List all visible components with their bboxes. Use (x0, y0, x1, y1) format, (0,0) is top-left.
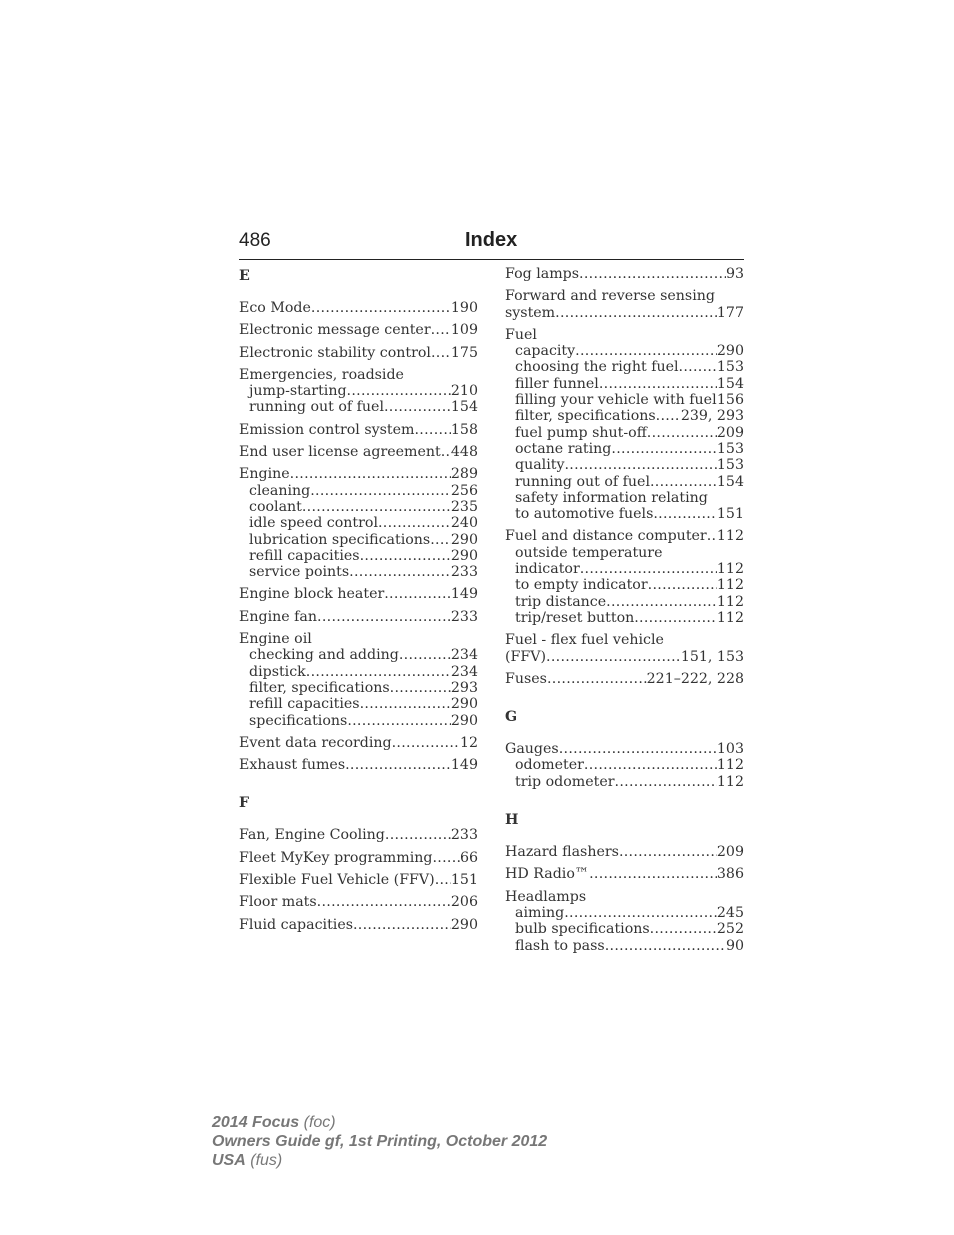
dot-leader (555, 305, 717, 321)
index-subentry (239, 713, 478, 729)
index-entry-line (505, 327, 744, 343)
dot-leader (384, 399, 451, 415)
dot-leader (431, 322, 451, 338)
page-ref: 149 (450, 757, 478, 774)
index-entry-line (505, 288, 744, 304)
page-title: Index (465, 229, 518, 251)
entry-term: outside temperature (515, 544, 663, 561)
entry-term: idle speed control (249, 515, 378, 532)
index-subentry (505, 425, 744, 441)
index-entry (505, 741, 744, 790)
page-ref: 112 (716, 757, 744, 774)
index-subentry (505, 506, 744, 522)
page-ref: 112 (716, 773, 744, 790)
page-ref: 221–222, 228 (646, 670, 744, 687)
entry-term: trip odometer (515, 773, 615, 790)
index-entry (505, 889, 744, 954)
dot-leader (441, 444, 451, 460)
dot-leader (606, 594, 717, 610)
entry-term: safety information relating (515, 489, 708, 506)
index-subentry (239, 680, 478, 696)
page-ref: 158 (450, 421, 478, 438)
entry-term: End user license agreement (239, 444, 441, 461)
page-ref: 151, 153 (680, 648, 744, 665)
page-ref: 149 (450, 586, 478, 603)
dot-leader (575, 343, 717, 359)
dot-leader (547, 671, 647, 687)
entry-term: coolant (249, 498, 302, 515)
page-ref: 112 (716, 577, 744, 594)
index-entry-line (239, 322, 478, 338)
page-ref: 252 (716, 921, 744, 938)
index-entry-line (505, 866, 744, 882)
index-entry (239, 300, 478, 316)
index-subentry (505, 490, 744, 506)
index-subentry (239, 647, 478, 663)
index-entry (505, 671, 744, 687)
page-ref: 153 (716, 359, 744, 376)
index-entry (239, 586, 478, 602)
dot-leader (619, 844, 717, 860)
dot-leader (634, 610, 717, 626)
index-subentry (239, 483, 478, 499)
dot-leader (431, 345, 451, 361)
index-entry (239, 609, 478, 625)
index-entry-line (239, 917, 478, 933)
index-entry (239, 444, 478, 460)
entry-term: indicator (515, 561, 580, 578)
dot-leader (317, 609, 451, 625)
page-number: 486 (239, 230, 271, 251)
page-ref: 290 (450, 547, 478, 564)
dot-leader (650, 474, 717, 490)
page-ref: 109 (450, 322, 478, 339)
index-entry (239, 850, 478, 866)
dot-leader (435, 872, 451, 888)
index-subentry (239, 548, 478, 564)
entry-term: Floor mats (239, 894, 317, 911)
index-entry (505, 266, 744, 282)
entry-term: bulb specifications (515, 921, 650, 938)
index-subentry (505, 457, 744, 473)
dot-leader (580, 561, 717, 577)
entry-term: Emission control system (239, 421, 415, 438)
entry-term: service points (249, 564, 350, 581)
entry-term: Fuses (505, 670, 547, 687)
entry-term: Fog lamps (505, 266, 580, 282)
entry-term: Engine fan (239, 608, 318, 625)
index-entry (239, 322, 478, 338)
index-subentry (505, 938, 744, 954)
page-ref: 190 (450, 300, 478, 316)
dot-leader (360, 548, 451, 564)
dot-leader (290, 466, 451, 482)
index-entry (239, 757, 478, 773)
index-entry-line (505, 741, 744, 757)
dot-leader (349, 564, 451, 580)
page-ref: 151 (450, 872, 478, 889)
page-ref: 154 (450, 399, 478, 416)
index-entry-line (239, 631, 478, 647)
dot-leader (559, 741, 717, 757)
dot-leader (653, 506, 717, 522)
entry-term: Fluid capacities (239, 916, 353, 933)
dot-leader (579, 266, 726, 282)
page-ref: 290 (450, 531, 478, 548)
dot-leader (589, 866, 717, 882)
section-gap (239, 779, 478, 793)
page-ref: 290 (450, 916, 478, 933)
index-subentry (505, 561, 744, 577)
page-ref: 112 (716, 528, 744, 545)
entry-term: lubrication specifications (249, 531, 431, 548)
entry-term: Flexible Fuel Vehicle (FFV) (239, 872, 435, 889)
page-ref: 233 (450, 608, 478, 625)
page-ref: 151 (716, 506, 744, 523)
index-entry (239, 345, 478, 361)
dot-leader (679, 359, 717, 375)
entry-term: octane rating (515, 440, 612, 457)
entry-term: Gauges (505, 741, 559, 758)
dot-leader (347, 713, 451, 729)
index-subentry (505, 408, 744, 424)
index-entry-line (239, 300, 478, 316)
section-letter: E (239, 268, 250, 284)
page-ref: 289 (450, 466, 478, 483)
index-subentry (505, 610, 744, 626)
footer-region: USA (212, 1152, 246, 1169)
page-ref: 293 (450, 679, 478, 696)
page-ref: 112 (716, 561, 744, 578)
entry-term: running out of fuel (515, 473, 650, 490)
entry-term: Forward and reverse sensing (505, 288, 715, 305)
dot-leader (392, 735, 460, 751)
dot-leader (564, 457, 716, 473)
entry-term: aiming (515, 904, 565, 921)
entry-term: Emergencies, roadside (239, 366, 404, 383)
page-ref: 234 (450, 663, 478, 680)
section-gap (505, 693, 744, 707)
page-ref: 209 (716, 844, 744, 861)
index-entry-line (239, 827, 478, 843)
page-ref: 290 (716, 343, 744, 360)
index-subentry (505, 577, 744, 593)
dot-leader (399, 647, 451, 663)
page-ref: 245 (716, 904, 744, 921)
index-entry (239, 872, 478, 888)
index-entry-line (239, 850, 478, 866)
index-column-right (505, 266, 744, 960)
index-subentry (239, 664, 478, 680)
index-entry-line (505, 671, 744, 687)
footer-region-code: (fus) (250, 1152, 283, 1169)
page-ref: 153 (716, 457, 744, 474)
index-entry (505, 866, 744, 882)
entry-term: to automotive fuels (515, 506, 654, 523)
dot-leader (648, 577, 717, 593)
page-ref: 233 (450, 564, 478, 581)
index-subentry (505, 392, 744, 408)
page-ref: 240 (450, 515, 478, 532)
index-subentry (505, 441, 744, 457)
dot-leader (385, 827, 451, 843)
index-entry-line (505, 305, 744, 321)
index-subentry (505, 359, 744, 375)
index-entry-line (239, 872, 478, 888)
index-subentry (239, 532, 478, 548)
index-subentry (505, 757, 744, 773)
entry-term: Headlamps (505, 888, 587, 905)
dot-leader (414, 422, 450, 438)
index-subentry (239, 499, 478, 515)
page-ref: 175 (450, 344, 478, 361)
page-ref: 12 (459, 734, 478, 751)
page-ref: 234 (450, 647, 478, 664)
index-entry (239, 367, 478, 416)
index-entry-line (505, 528, 744, 544)
entry-term: filter, specifications (515, 408, 656, 425)
dot-leader (378, 515, 451, 531)
dot-leader (605, 938, 726, 954)
index-subentry (505, 921, 744, 937)
index-entry-line (239, 735, 478, 751)
dot-leader (707, 528, 717, 544)
dot-leader (546, 649, 681, 665)
page-ref: 153 (716, 440, 744, 457)
footer (212, 1113, 547, 1170)
entry-term: Engine (239, 466, 290, 483)
entry-term: checking and adding (249, 647, 399, 664)
dot-leader (345, 757, 451, 773)
entry-term: Fan, Engine Cooling (239, 827, 385, 844)
index-entry (505, 288, 744, 321)
entry-term: Fleet MyKey programming (239, 849, 433, 866)
index-subentry (505, 545, 744, 561)
page-ref: 448 (450, 444, 478, 461)
footer-model: 2014 Focus (212, 1114, 300, 1131)
index-subentry (239, 515, 478, 531)
dot-leader (584, 757, 717, 773)
entry-term: trip distance (515, 593, 607, 610)
dot-leader (432, 850, 459, 866)
page-ref: 103 (716, 741, 744, 758)
index-entry-line (239, 466, 478, 482)
page-ref: 66 (459, 849, 478, 866)
entry-term: refill capacities (249, 696, 360, 713)
dot-leader (384, 586, 451, 602)
entry-term: choosing the right fuel (515, 359, 679, 376)
entry-term: Fuel - flex fuel vehicle (505, 632, 664, 649)
entry-term: capacity (515, 343, 576, 360)
index-subentry (505, 905, 744, 921)
entry-term: quality (515, 457, 565, 474)
index-subentry (239, 696, 478, 712)
page-ref: 154 (716, 375, 744, 392)
index-entry-line (239, 609, 478, 625)
index-entry-line (239, 367, 478, 383)
entry-term: (FFV) (505, 648, 547, 665)
index-entry-line (239, 444, 478, 460)
entry-term: refill capacities (249, 547, 360, 564)
entry-term: trip/reset button (515, 609, 635, 626)
entry-term: filter, specifications (249, 679, 390, 696)
entry-term: Exhaust fumes (239, 757, 346, 774)
entry-term: Hazard flashers (505, 844, 619, 861)
dot-leader (599, 376, 717, 392)
entry-term: Electronic message center (239, 322, 431, 339)
page-ref: 210 (450, 383, 478, 400)
index-entry-line (505, 889, 744, 905)
dot-leader (353, 917, 451, 933)
index-subentry (505, 594, 744, 610)
index-entry-line (239, 345, 478, 361)
index-entry-line (239, 757, 478, 773)
index-subentry (505, 343, 744, 359)
entry-term: Fuel (505, 326, 537, 343)
index-entry (239, 631, 478, 729)
dot-leader (390, 680, 451, 696)
entry-term: Eco Mode (239, 300, 311, 316)
dot-leader (317, 894, 451, 910)
entry-term: filler funnel (515, 375, 599, 392)
index-subentry (239, 564, 478, 580)
section-letter: F (239, 795, 250, 812)
index-entry-line (505, 649, 744, 665)
page-ref: 93 (725, 266, 744, 282)
page-header (239, 228, 744, 260)
entry-term: HD Radio™ (505, 866, 590, 883)
page-ref: 239, 293 (680, 408, 744, 425)
entry-term: system (505, 304, 556, 321)
index-entry (505, 632, 744, 665)
index-entry (505, 327, 744, 523)
dot-leader (564, 905, 717, 921)
page-ref: 177 (716, 304, 744, 321)
index-entry (505, 528, 744, 626)
entry-term: Event data recording (239, 734, 392, 751)
index-entry (239, 894, 478, 910)
page-ref: 154 (716, 473, 744, 490)
section-gap (505, 796, 744, 810)
index-entry-line (239, 422, 478, 438)
index-entry-line (505, 632, 744, 648)
page-ref: 290 (450, 712, 478, 729)
page-ref: 156 (716, 392, 744, 409)
entry-term: to empty indicator (515, 577, 648, 594)
dot-leader (611, 441, 717, 457)
page-ref: 233 (450, 827, 478, 844)
entry-term: specifications (249, 712, 348, 729)
index-entry (239, 735, 478, 751)
page-ref: 256 (450, 482, 478, 499)
index-subentry (505, 774, 744, 790)
dot-leader (311, 300, 451, 316)
section-letter: G (505, 709, 518, 726)
entry-term: dipstick (249, 663, 306, 680)
index-entry (505, 844, 744, 860)
entry-term: flash to pass (515, 937, 605, 954)
dot-leader (302, 499, 451, 515)
dot-leader (310, 483, 451, 499)
dot-leader (615, 774, 717, 790)
index-subentry (239, 383, 478, 399)
entry-term: Engine oil (239, 631, 312, 648)
footer-model-code: (foc) (303, 1114, 336, 1131)
dot-leader (347, 383, 451, 399)
page-ref: 235 (450, 498, 478, 515)
page-ref: 112 (716, 593, 744, 610)
dot-leader (306, 664, 451, 680)
index-entry (239, 827, 478, 843)
page-ref: 386 (716, 866, 744, 883)
index-subentry (505, 474, 744, 490)
page-ref: 90 (725, 937, 744, 954)
entry-term: Engine block heater (239, 586, 385, 603)
dot-leader (656, 408, 681, 424)
index-subentry (239, 399, 478, 415)
dot-leader (360, 696, 451, 712)
dot-leader (647, 425, 717, 441)
page-ref: 209 (716, 424, 744, 441)
entry-term: Electronic stability control (239, 344, 431, 361)
index-entry-line (505, 266, 744, 282)
index-column-left (239, 266, 478, 939)
index-entry-line (505, 844, 744, 860)
entry-term: fuel pump shut-off (515, 424, 647, 441)
page-ref: 206 (450, 894, 478, 911)
entry-term: filling your vehicle with fuel (515, 392, 717, 409)
entry-term: jump-starting (249, 383, 347, 400)
index-entry (239, 466, 478, 580)
entry-term: Fuel and distance computer (505, 528, 707, 545)
entry-term: cleaning (249, 482, 311, 499)
page-ref: 290 (450, 696, 478, 713)
index-entry-line (239, 586, 478, 602)
entry-term: running out of fuel (249, 399, 384, 416)
index-subentry (505, 376, 744, 392)
section-letter: H (505, 812, 519, 829)
dot-leader (430, 532, 451, 548)
footer-guide: Owners Guide gf, 1st Printing, October 2012 (212, 1133, 548, 1150)
index-entry (239, 917, 478, 933)
dot-leader (650, 921, 717, 937)
index-entry (239, 422, 478, 438)
entry-term: odometer (515, 757, 584, 774)
index-entry-line (239, 894, 478, 910)
page-ref: 112 (716, 609, 744, 626)
